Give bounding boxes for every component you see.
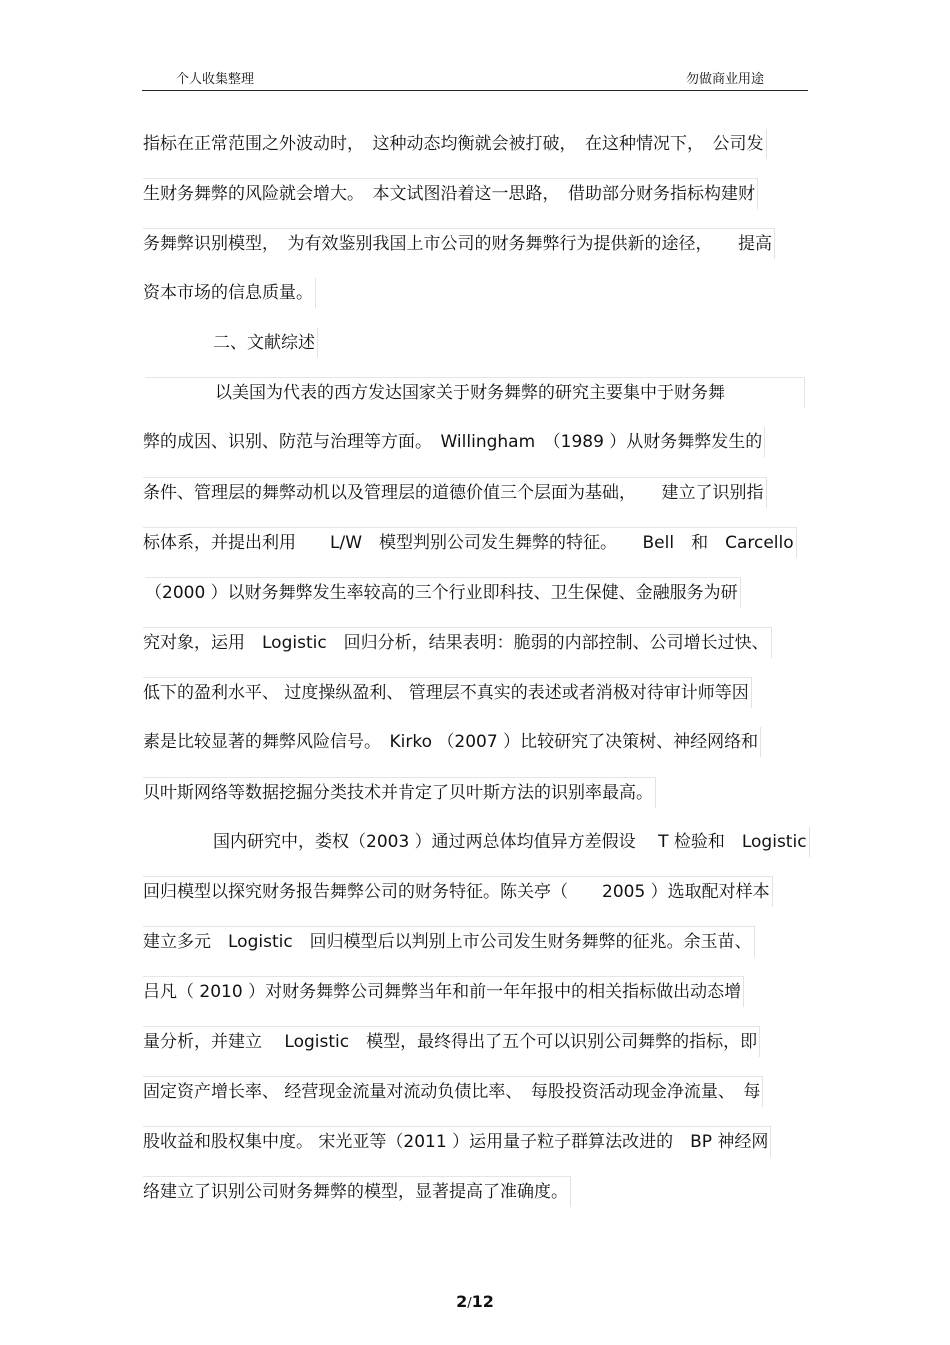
- paragraph-line: 国内研究中，娄权（2003 ）通过两总体均值异方差假设 T 检验和 Logistic: [213, 827, 810, 857]
- paragraph-line: 务舞弊识别模型， 为有效鉴别我国上市公司的财务舞弊行为提供新的途径， 提高: [143, 228, 775, 259]
- paragraph-line: 资本市场的信息质量。: [143, 278, 316, 308]
- paragraph-line: 究对象，运用 Logistic 回归分析，结果表明：脆弱的内部控制、公司增长过快、: [143, 627, 772, 658]
- paragraph-line: 贝叶斯网络等数据挖掘分类技术并肯定了贝叶斯方法的识别率最高。: [143, 777, 656, 808]
- paragraph-line: （2000 ）以财务舞弊发生率较高的三个行业即科技、卫生保健、金融服务为研: [145, 577, 741, 608]
- header-left-text: 个人收集整理: [176, 72, 255, 87]
- paragraph-line: 吕凡（ 2010 ）对财务舞弊公司舞弊当年和前一年年报中的相关指标做出动态增: [143, 976, 744, 1007]
- paragraph-line: 素是比较显著的舞弊风险信号。 Kirko （2007 ）比较研究了决策树、神经网络和: [143, 727, 761, 757]
- paragraph-line: 以美国为代表的西方发达国家关于财务舞弊的研究主要集中于财务舞: [145, 377, 805, 408]
- paragraph-line: 条件、管理层的舞弊动机以及管理层的道德价值三个层面为基础， 建立了识别指: [143, 477, 767, 508]
- paragraph-line: 标体系，并提出利用 L/W 模型判别公司发生舞弊的特征。 Bell 和 Carcello: [143, 527, 797, 558]
- page-separator: /: [467, 1296, 472, 1311]
- total-pages: 12: [471, 1292, 494, 1311]
- paragraph-line: 低下的盈利水平、 过度操纵盈利、 管理层不真实的表述或者消极对待审计师等因: [143, 677, 752, 708]
- paragraph-line: 固定资产增长率、 经营现金流量对流动负债比率、 每股投资活动现金净流量、 每: [143, 1076, 763, 1107]
- section-heading: 二、文献综述: [213, 328, 318, 358]
- paragraph-line: 量分析，并建立 Logistic 模型，最终得出了五个可以识别公司舞弊的指标，即: [143, 1026, 760, 1057]
- paragraph-line: 指标在正常范围之外波动时， 这种动态均衡就会被打破， 在这种情况下， 公司发: [143, 129, 767, 159]
- paragraph-line: 建立多元 Logistic 回归模型后以判别上市公司发生财务舞弊的征兆。余玉苗、: [143, 926, 755, 957]
- current-page: 2: [456, 1292, 468, 1311]
- paragraph-line: 络建立了识别公司财务舞弊的模型，显著提高了准确度。: [143, 1176, 571, 1207]
- page-header: [142, 66, 808, 91]
- header-right-text: 勿做商业用途: [685, 72, 764, 87]
- paragraph-line: 弊的成因、识别、防范与治理等方面。 Willingham （1989 ）从财务舞弊发生的: [143, 427, 765, 457]
- page-number: [0, 1292, 950, 1311]
- paragraph-line: 生财务舞弊的风险就会增大。 本文试图沿着这一思路， 借助部分财务指标构建财: [143, 178, 758, 209]
- paragraph-line: 股收益和股权集中度。 宋光亚等（2011 ）运用量子粒子群算法改进的 BP 神经网: [143, 1126, 771, 1157]
- paragraph-line: 回归模型以探究财务报告舞弊公司的财务特征。陈关亭（ 2005 ）选取配对样本: [143, 876, 773, 907]
